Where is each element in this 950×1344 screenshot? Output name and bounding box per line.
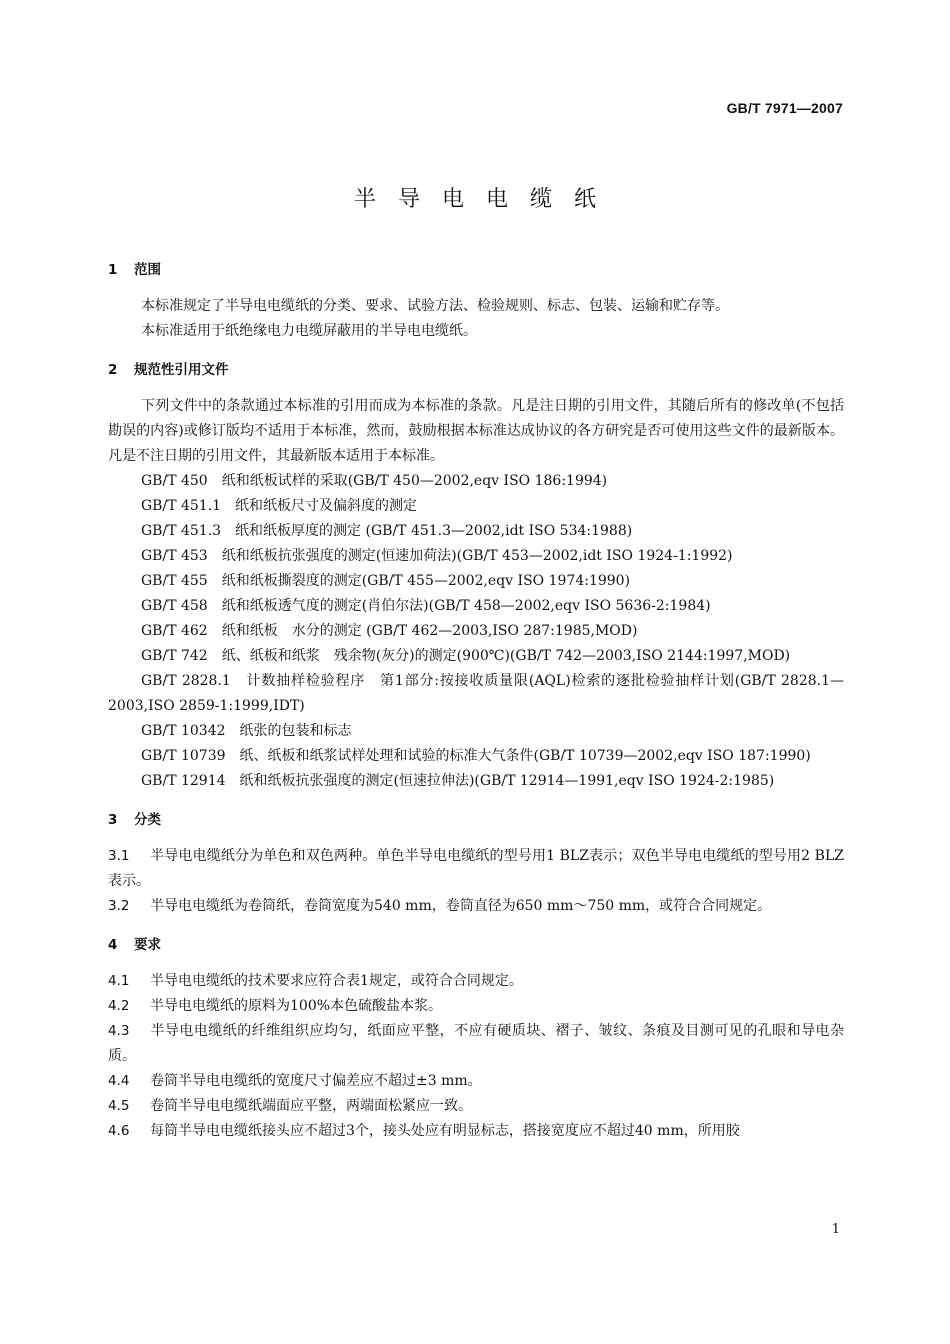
paragraph: 本标准规定了半导电电缆纸的分类、要求、试验方法、检验规则、标志、包装、运输和贮存等。: [141, 298, 729, 314]
reference-item: GB/T 451.3 纸和纸板厚度的测定 (GB/T 451.3—2002,idt ISO 534:1988): [141, 523, 633, 539]
section-heading-3: [108, 808, 844, 832]
clause-text: 半导电电缆纸的技术要求应符合表1规定，或符合合同规定。: [150, 973, 523, 989]
clause: [108, 994, 844, 1019]
section-number: 2: [108, 362, 118, 378]
standard-code: GB/T 7971—2007: [726, 100, 843, 116]
clause-text: 每筒半导电电缆纸接头应不超过3个，接头处应有明显标志，搭接宽度应不超过40 mm，所用胶: [150, 1123, 740, 1139]
clause-number: 3.1: [108, 848, 130, 864]
clause: [108, 1069, 844, 1094]
clause-number: 4.4: [108, 1073, 130, 1089]
reference-item: GB/T 2828.1 计数抽样检验程序 第1部分:按接收质量限(AQL)检索的逐批检验抽样计划(GB/T 2828.1—2003,ISO 2859-1:1999,IDT): [108, 673, 844, 714]
clause-number: 4.5: [108, 1098, 130, 1114]
clause-number: 4.6: [108, 1123, 130, 1139]
reference-item: GB/T 451.1 纸和纸板尺寸及偏斜度的测定: [141, 498, 418, 514]
reference-item: GB/T 10342 纸张的包装和标志: [141, 723, 352, 739]
clause-number: 4.1: [108, 973, 130, 989]
reference-item: GB/T 742 纸、纸板和纸浆 残余物(灰分)的测定(900℃)(GB/T 742—2003,ISO 2144:1997,MOD): [141, 648, 791, 664]
section-number: 4: [108, 937, 118, 953]
document-title: 半导电电缆纸: [353, 187, 618, 212]
section-title: 要求: [134, 937, 161, 953]
reference-item: GB/T 453 纸和纸板抗张强度的测定(恒速加荷法)(GB/T 453—2002,idt ISO 1924-1:1992): [141, 548, 733, 564]
reference-item: GB/T 12914 纸和纸板抗张强度的测定(恒速拉伸法)(GB/T 12914—1991,eqv ISO 1924-2:1985): [141, 773, 775, 789]
clause-text: 半导电电缆纸分为单色和双色两种。单色半导电电缆纸的型号用1 BLZ表示；双色半导电电缆纸的型号用2 BLZ表示。: [108, 848, 844, 889]
page-number: 1: [831, 1222, 840, 1237]
clause: [108, 969, 844, 994]
section-heading-1: [108, 258, 844, 282]
paragraph: 下列文件中的条款通过本标准的引用而成为本标准的条款。凡是注日期的引用文件，其随后所有的修改单(不包括勘误的内容)或修订版均不适用于本标准，然而，鼓励根据本标准达成协议的各方研究是否可使用这些文件的最新版本。凡是不注日期的引用文件，其最新版本适用于本标准。: [108, 398, 844, 464]
section-number: 1: [108, 262, 118, 278]
clause-text: 卷筒半导电电缆纸的宽度尺寸偏差应不超过±3 mm。: [150, 1073, 482, 1089]
clause-number: 4.2: [108, 998, 130, 1014]
section-title: 分类: [134, 812, 161, 828]
document-body: [108, 258, 844, 1144]
clause-number: 4.3: [108, 1023, 130, 1039]
clause-number: 3.2: [108, 898, 130, 914]
clause: [108, 1019, 844, 1069]
clause-text: 卷筒半导电电缆纸端面应平整，两端面松紧应一致。: [150, 1098, 472, 1114]
clause-text: 半导电电缆纸的原料为100%本色硫酸盐本浆。: [150, 998, 443, 1014]
section-number: 3: [108, 812, 118, 828]
reference-item: GB/T 462 纸和纸板 水分的测定 (GB/T 462—2003,ISO 287:1985,MOD): [141, 623, 638, 639]
clause-text: 半导电电缆纸的纤维组织应均匀，纸面应平整，不应有硬质块、褶子、皱纹、条痕及目测可见的孔眼和导电杂质。: [108, 1023, 844, 1064]
clause: [108, 1094, 844, 1119]
reference-item: GB/T 458 纸和纸板透气度的测定(肖伯尔法)(GB/T 458—2002,eqv ISO 5636-2:1984): [141, 598, 711, 614]
clause: [108, 844, 844, 894]
reference-item: GB/T 10739 纸、纸板和纸浆试样处理和试验的标准大气条件(GB/T 10739—2002,eqv ISO 187:1990): [141, 748, 811, 764]
clause-text: 半导电电缆纸为卷筒纸，卷筒宽度为540 mm，卷筒直径为650 mm～750 mm，或符合合同规定。: [150, 898, 772, 914]
reference-item: GB/T 455 纸和纸板撕裂度的测定(GB/T 455—2002,eqv ISO 1974:1990): [141, 573, 631, 589]
section-heading-2: [108, 358, 844, 382]
clause: [108, 1119, 844, 1144]
section-title: 规范性引用文件: [134, 362, 229, 378]
section-heading-4: [108, 933, 844, 957]
section-title: 范围: [134, 262, 161, 278]
clause: [108, 894, 844, 919]
reference-item: GB/T 450 纸和纸板试样的采取(GB/T 450—2002,eqv ISO 186:1994): [141, 473, 608, 489]
paragraph: 本标准适用于纸绝缘电力电缆屏蔽用的半导电电缆纸。: [141, 323, 477, 339]
